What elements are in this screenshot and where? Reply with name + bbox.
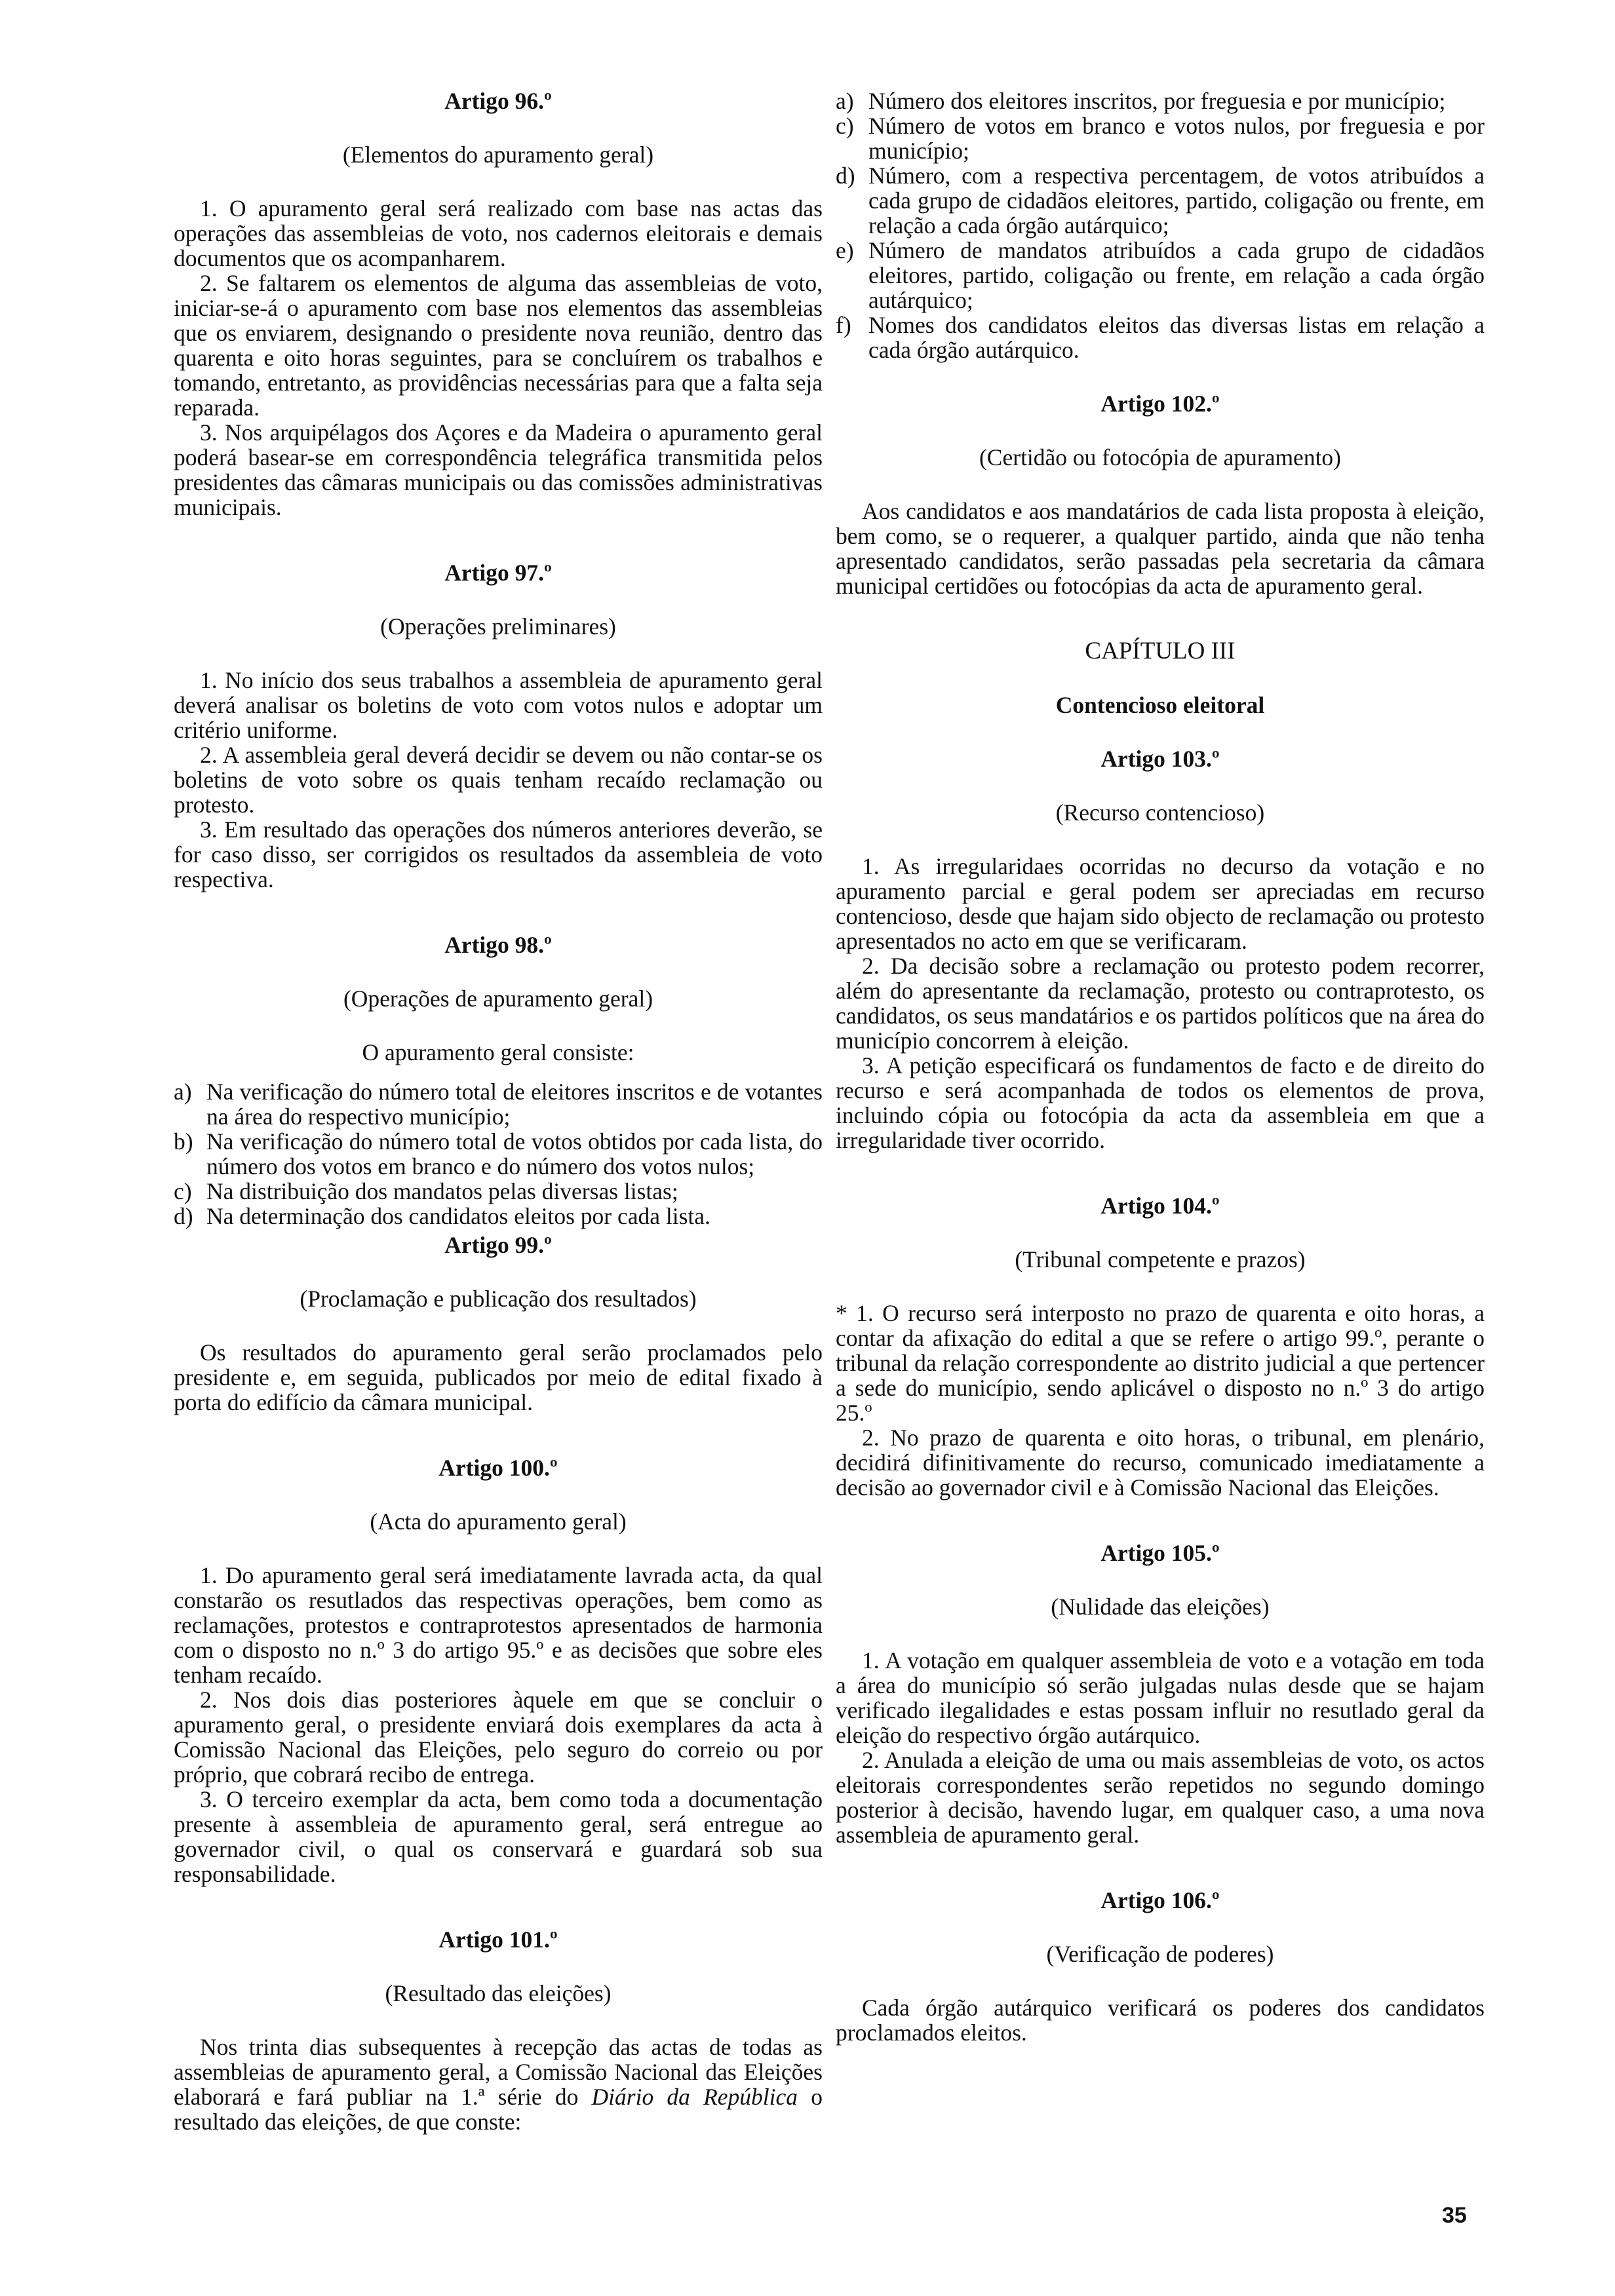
paragraph: 3. O terceiro exemplar da acta, bem como toda a documentação presente à assembleia de apuramento geral, será entregue ao governador civil, o qual os conservará e guardará sob sua responsabilidade. — [174, 1786, 823, 1887]
paragraph: 2. No prazo de quarenta e oito horas, o tribunal, em plenário, decidirá difinitivamente do recurso, comunicado imediatamente a decisão ao governador civil e à Comissão Nacional das Eleições. — [836, 1425, 1485, 1501]
paragraph: 2. Se faltarem os elementos de alguma das assembleias de voto, iniciar-se-á o apuramento com base nos elementos das assembleias que os enviarem, designando o presidente nova reunião, dentro das quarenta e oito horas seguintes, para se concluírem os trabalhos e tomando, entretanto, as providências necessárias para que a falta seja reparada. — [174, 270, 823, 421]
article-subtitle: (Recurso contencioso) — [1055, 799, 1265, 826]
list-item — [174, 1079, 823, 1129]
article-title: Artigo 104.º — [1100, 1193, 1220, 1219]
item-marker: d) — [174, 1203, 193, 1229]
item-marker: b) — [174, 1128, 193, 1155]
paragraph-text: o resultado das eleições, de que conste: — [174, 2084, 823, 2135]
item-text: Número dos eleitores inscritos, por freguesia e por município; — [868, 88, 1446, 114]
paragraph: 1. As irregularidaes ocorridas no decurso da votação e no apuramento parcial e geral podem ser apreciadas em recurso contencioso, desde que hajam sido objecto de reclamação ou protesto apresentados no acto em que se verificaram. — [836, 853, 1485, 954]
paragraph: Os resultados do apuramento geral serão proclamados pelo presidente e, em seguida, publicados por meio de edital fixado à porta do edifício da câmara municipal. — [174, 1339, 823, 1415]
paragraph: Cada órgão autárquico verificará os poderes dos candidatos proclamados eleitos. — [836, 1995, 1485, 2046]
page-number: 35 — [1442, 2203, 1467, 2228]
paragraph: 1. No início dos seus trabalhos a assembleia de apuramento geral deverá analisar os boletins de voto com votos nulos e adoptar um critério uniforme. — [174, 667, 823, 743]
article-subtitle: (Acta do apuramento geral) — [370, 1508, 627, 1535]
list-intro: O apuramento geral consiste: — [362, 1039, 634, 1065]
paragraph: 2. A assembleia geral deverá decidir se devem ou não contar-se os boletins de voto sobre os quais tenham recaído reclamação ou protesto. — [174, 742, 823, 818]
paragraph: 3. Em resultado das operações dos números anteriores deverão, se for caso disso, ser corrigidos os resultados da assembleia de voto respectiva. — [174, 816, 823, 892]
list-item — [836, 88, 1485, 113]
chapter-heading — [836, 639, 1485, 718]
article-97 — [174, 560, 823, 932]
article-96 — [174, 88, 823, 560]
article-99 — [174, 1233, 823, 1455]
article-106 — [836, 1888, 1485, 2045]
list-item — [836, 163, 1485, 238]
item-marker: a) — [174, 1079, 192, 1105]
article-104 — [836, 1193, 1485, 1540]
paragraph: Aos candidatos e aos mandatários de cada lista proposta à eleição, bem como, se o requerer, a qualquer partido, ainda que não tenha apresentado candidatos, serão passadas pela secretaria da câmara municipal certidões ou fotocópias da acta de apuramento geral. — [836, 498, 1485, 599]
item-text: Número de votos em branco e votos nulos, por freguesia e por município; — [868, 113, 1485, 164]
list-item — [174, 1204, 823, 1229]
item-text: Número de mandatos atribuídos a cada grupo de cidadãos eleitores, partido, coligação ou frente, em relação a cada órgão autárquico; — [868, 237, 1485, 313]
list-item — [836, 313, 1485, 362]
article-subtitle: (Elementos do apuramento geral) — [342, 142, 654, 168]
paragraph: 3. Nos arquipélagos dos Açores e da Madeira o apuramento geral poderá basear-se em correspondência telegráfica transmitida pelos presidentes das câmaras municipais ou das comissões administrativas municipais. — [174, 419, 823, 520]
article-title: Artigo 98.º — [444, 932, 552, 958]
article-subtitle: (Operações de apuramento geral) — [343, 985, 653, 1012]
article-subtitle: (Operações preliminares) — [380, 613, 616, 640]
paragraph: 3. A petição especificará os fundamentos de facto e de direito do recurso e será acompanhada de todos os elementos de prova, incluindo cópia ou fotocópia da acta da assembleia em que a irregularidade tiver ocorrido. — [836, 1052, 1485, 1153]
article-title: Artigo 99.º — [444, 1232, 552, 1258]
item-marker: d) — [836, 163, 855, 189]
article-title: Artigo 101.º — [438, 1926, 558, 1953]
article-title: Artigo 97.º — [444, 560, 552, 586]
chapter-subtitle: Contencioso eleitoral — [1055, 692, 1265, 718]
right-column — [836, 88, 1485, 2045]
item-text: Nomes dos candidatos eleitos das diversas listas em relação a cada órgão autárquico. — [868, 312, 1485, 363]
item-text: Na distribuição dos mandatos pelas diversas listas; — [206, 1178, 678, 1204]
item-list — [836, 88, 1485, 362]
paragraph: 2. Nos dois dias posteriores àquele em que se concluir o apuramento geral, o presidente enviará dois exemplares da acta à Comissão Nacional das Eleições, pelo seguro do correio ou por próprio, que cobrará recibo de entrega. — [174, 1687, 823, 1788]
paragraph: 1. A votação em qualquer assembleia de voto e a votação em toda a área do município só serão julgadas nulas desde que se hajam verificado ilegalidades e estas possam influir no resutlado geral da eleição do respectivo órgão autárquico. — [836, 1647, 1485, 1748]
list-item — [174, 1129, 823, 1179]
list-item — [836, 113, 1485, 163]
article-title: Artigo 103.º — [1100, 746, 1220, 772]
article-title: Artigo 100.º — [438, 1455, 558, 1481]
article-title: Artigo 106.º — [1100, 1887, 1220, 1913]
left-column — [174, 88, 823, 2134]
article-98 — [174, 932, 823, 1233]
item-marker: f) — [836, 312, 851, 338]
item-text: Na determinação dos candidatos eleitos por cada lista. — [206, 1203, 710, 1229]
journal-title: Diário da República — [591, 2084, 798, 2110]
article-subtitle: (Tribunal competente e prazos) — [1015, 1246, 1306, 1272]
paragraph — [174, 2035, 823, 2134]
item-text: Na verificação do número total de eleitores inscritos e de votantes na área do respectivo município; — [206, 1079, 823, 1130]
article-title: Artigo 96.º — [444, 88, 552, 114]
article-101-list — [836, 88, 1485, 391]
article-subtitle: (Nulidade das eleições) — [1051, 1594, 1270, 1620]
article-100 — [174, 1455, 823, 1927]
list-item — [836, 238, 1485, 313]
article-103 — [836, 746, 1485, 1193]
article-subtitle: (Verificação de poderes) — [1046, 1941, 1274, 1967]
paragraph-text: Nos trinta dias subsequentes à recepção das actas de todas as assembleias de apuramento geral, a Comissão Nacional das Eleições elaborará e fará publiar na 1.ª série do — [174, 2034, 823, 2110]
article-105 — [836, 1540, 1485, 1888]
paragraph: * 1. O recurso será interposto no prazo de quarenta e oito horas, a contar da afixação do edital a que se refere o artigo 99.º, perante o tribunal da relação correspondente ao distrito judicial a que pertencer a sede do município, sendo aplicável o disposto no n.º 3 do artigo 25.º — [836, 1300, 1485, 1426]
paragraph: 1. O apuramento geral será realizado com base nas actas das operações das assembleias de voto, nos cadernos eleitorais e demais documentos que os acompanharem. — [174, 195, 823, 271]
article-102 — [836, 391, 1485, 639]
article-subtitle: (Proclamação e publicação dos resultados) — [300, 1286, 697, 1312]
paragraph: 1. Do apuramento geral será imediatamente lavrada acta, da qual constarão os resutlados das respectivas operações, bem como as reclamações, protestos e contraprotestos apresentados de harmonia com o disposto no n.º 3 do artigo 95.º e as decisões que sobre eles tenham recaído. — [174, 1562, 823, 1688]
item-text: Na verificação do número total de votos obtidos por cada lista, do número dos votos em branco e do número dos votos nulos; — [206, 1128, 823, 1179]
item-marker: c) — [174, 1178, 192, 1204]
item-list — [174, 1079, 823, 1229]
paragraph: 2. Anulada a eleição de uma ou mais assembleias de voto, os actos eleitorais correspondentes serão repetidos no segundo domingo posterior à decisão, havendo lugar, em qualquer caso, a uma nova assembleia de apuramento geral. — [836, 1747, 1485, 1848]
item-marker: c) — [836, 113, 854, 139]
article-101 — [174, 1927, 823, 2134]
article-title: Artigo 105.º — [1100, 1540, 1220, 1566]
item-text: Número, com a respectiva percentagem, de votos atribuídos a cada grupo de cidadãos eleitores, partido, coligação ou frente, em relação a cada órgão autárquico; — [868, 163, 1485, 239]
chapter-title: CAPÍTULO III — [1085, 638, 1236, 664]
article-title: Artigo 102.º — [1100, 391, 1220, 417]
list-item — [174, 1179, 823, 1204]
item-marker: e) — [836, 237, 854, 263]
item-marker: a) — [836, 88, 854, 114]
article-subtitle: (Certidão ou fotocópia de apuramento) — [979, 444, 1342, 470]
paragraph: 2. Da decisão sobre a reclamação ou protesto podem recorrer, além do apresentante da reclamação, protesto ou contraprotesto, os candidatos, os seus mandatários e os partidos políticos que na área do município concorrem à eleição. — [836, 953, 1485, 1054]
article-subtitle: (Resultado das eleições) — [385, 1980, 612, 2006]
